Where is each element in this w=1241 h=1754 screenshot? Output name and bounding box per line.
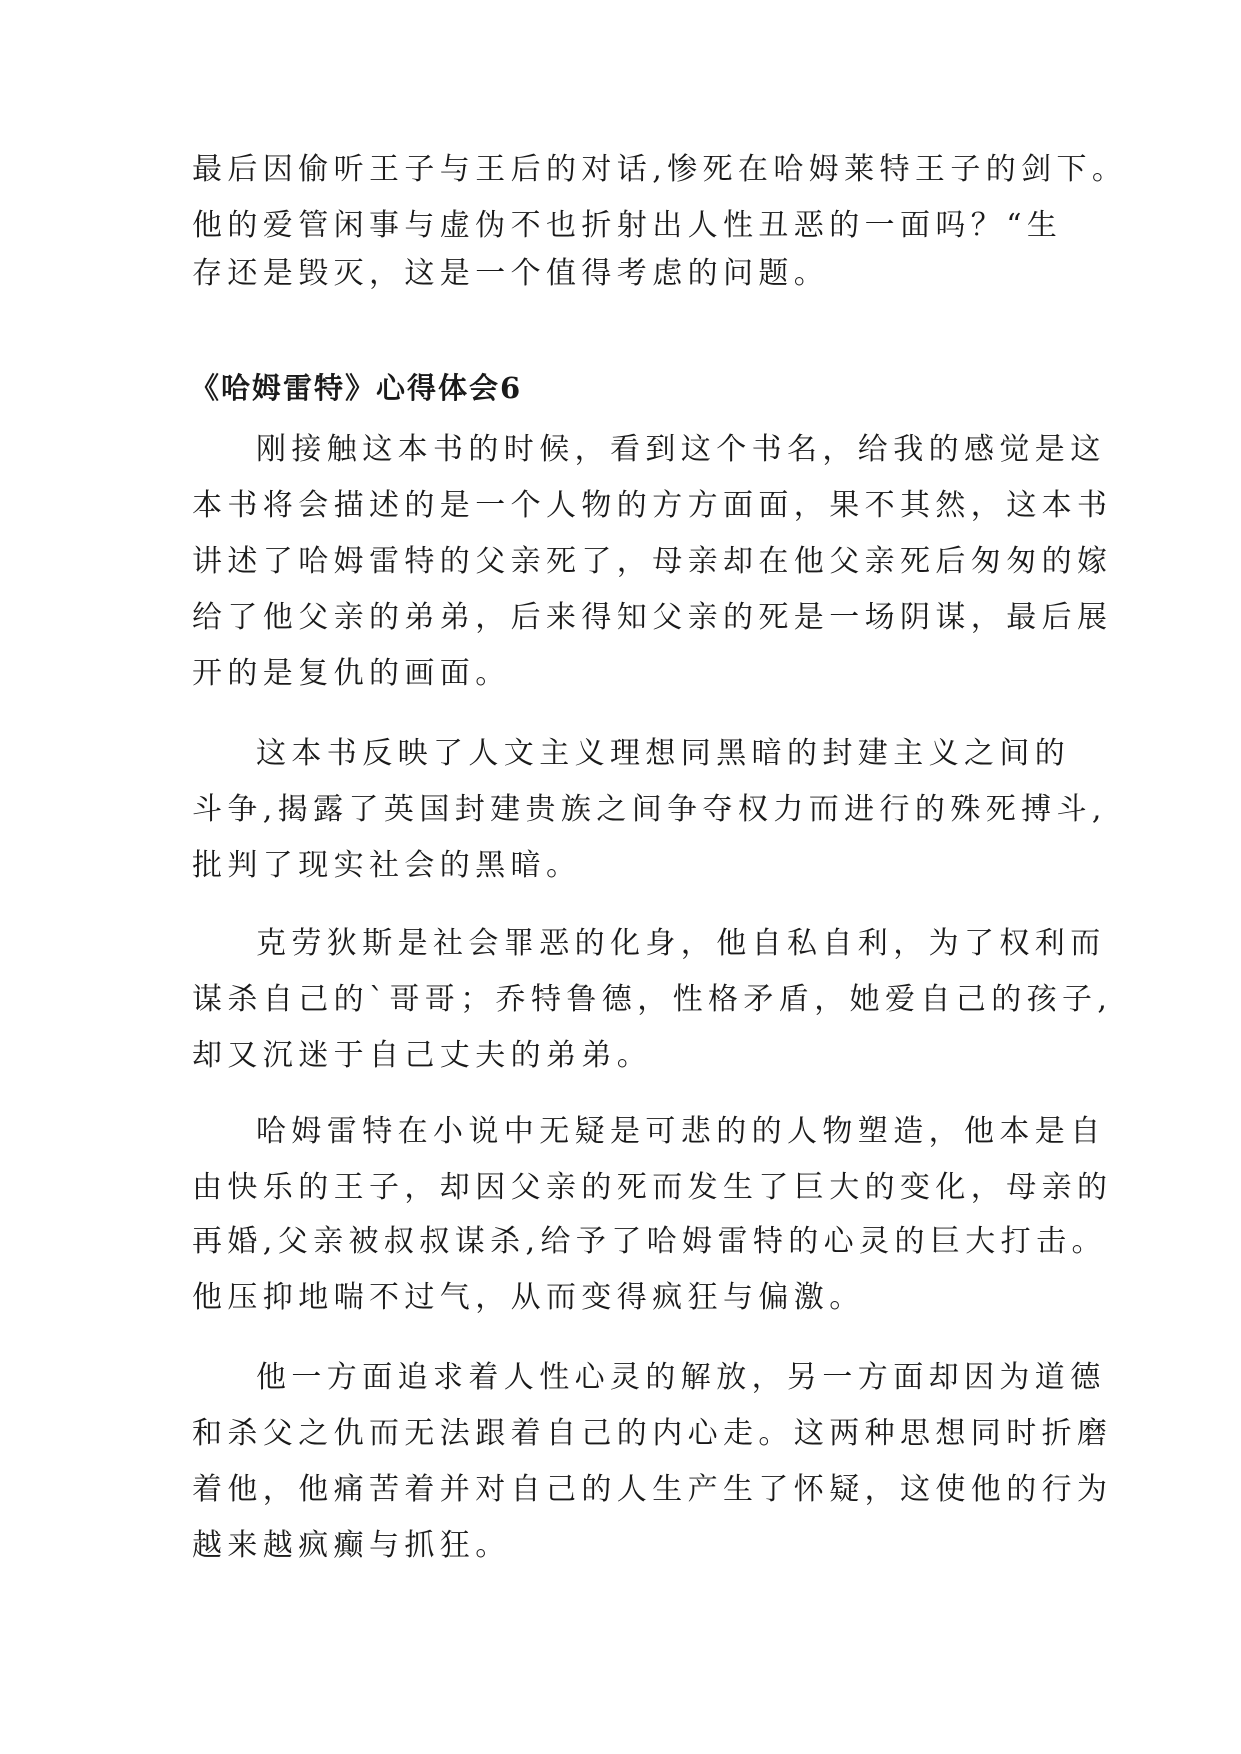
text-line: 越来越疯癫与抓狂。	[192, 1528, 511, 1563]
section-title: 《哈姆雷特》心得体会6	[190, 371, 523, 405]
text-line: 本书将会描述的是一个人物的方方面面，果不其然，这本书	[192, 488, 1113, 523]
text-line: 由快乐的王子，却因父亲的死而发生了巨大的变化，母亲的	[192, 1170, 1113, 1205]
text-line: 克劳狄斯是社会罪恶的化身，他自私自利，为了权利而	[256, 926, 1106, 961]
text-line: 斗争,揭露了英国封建贵族之间争夺权力而进行的殊死搏斗,	[192, 792, 1107, 827]
text-line: 他一方面追求着人性心灵的解放，另一方面却因为道德	[256, 1360, 1106, 1395]
text-line: 刚接触这本书的时候，看到这个书名，给我的感觉是这	[256, 432, 1106, 467]
text-line: 和杀父之仇而无法跟着自己的内心走。这两种思想同时折磨	[192, 1416, 1113, 1451]
text-line: 他的爱管闲事与虚伪不也折射出人性丑恶的一面吗？“生	[192, 208, 1063, 243]
text-line: 存还是毁灭，这是一个值得考虑的问题。	[192, 256, 830, 291]
text-line: 开的是复仇的画面。	[192, 656, 511, 691]
text-line: 着他，他痛苦着并对自己的人生产生了怀疑，这使他的行为	[192, 1472, 1113, 1507]
text-line: 这本书反映了人文主义理想同黑暗的封建主义之间的	[256, 736, 1071, 771]
text-line: 谋杀自己的`哥哥；乔特鲁德，性格矛盾，她爱自己的孩子,	[192, 982, 1113, 1017]
text-line: 给了他父亲的弟弟，后来得知父亲的死是一场阴谋，最后展	[192, 600, 1113, 635]
text-line: 哈姆雷特在小说中无疑是可悲的的人物塑造，他本是自	[256, 1114, 1106, 1149]
text-line: 他压抑地喘不过气，从而变得疯狂与偏激。	[192, 1280, 865, 1315]
text-line: 却又沉迷于自己丈夫的弟弟。	[192, 1038, 653, 1073]
text-line: 再婚,父亲被叔叔谋杀,给予了哈姆雷特的心灵的巨大打击。	[192, 1224, 1107, 1259]
text-line: 讲述了哈姆雷特的父亲死了，母亲却在他父亲死后匆匆的嫁	[192, 544, 1113, 579]
text-line: 最后因偷听王子与王后的对话,惨死在哈姆莱特王子的剑下。	[192, 152, 1128, 187]
text-line: 批判了现实社会的黑暗。	[192, 848, 582, 883]
